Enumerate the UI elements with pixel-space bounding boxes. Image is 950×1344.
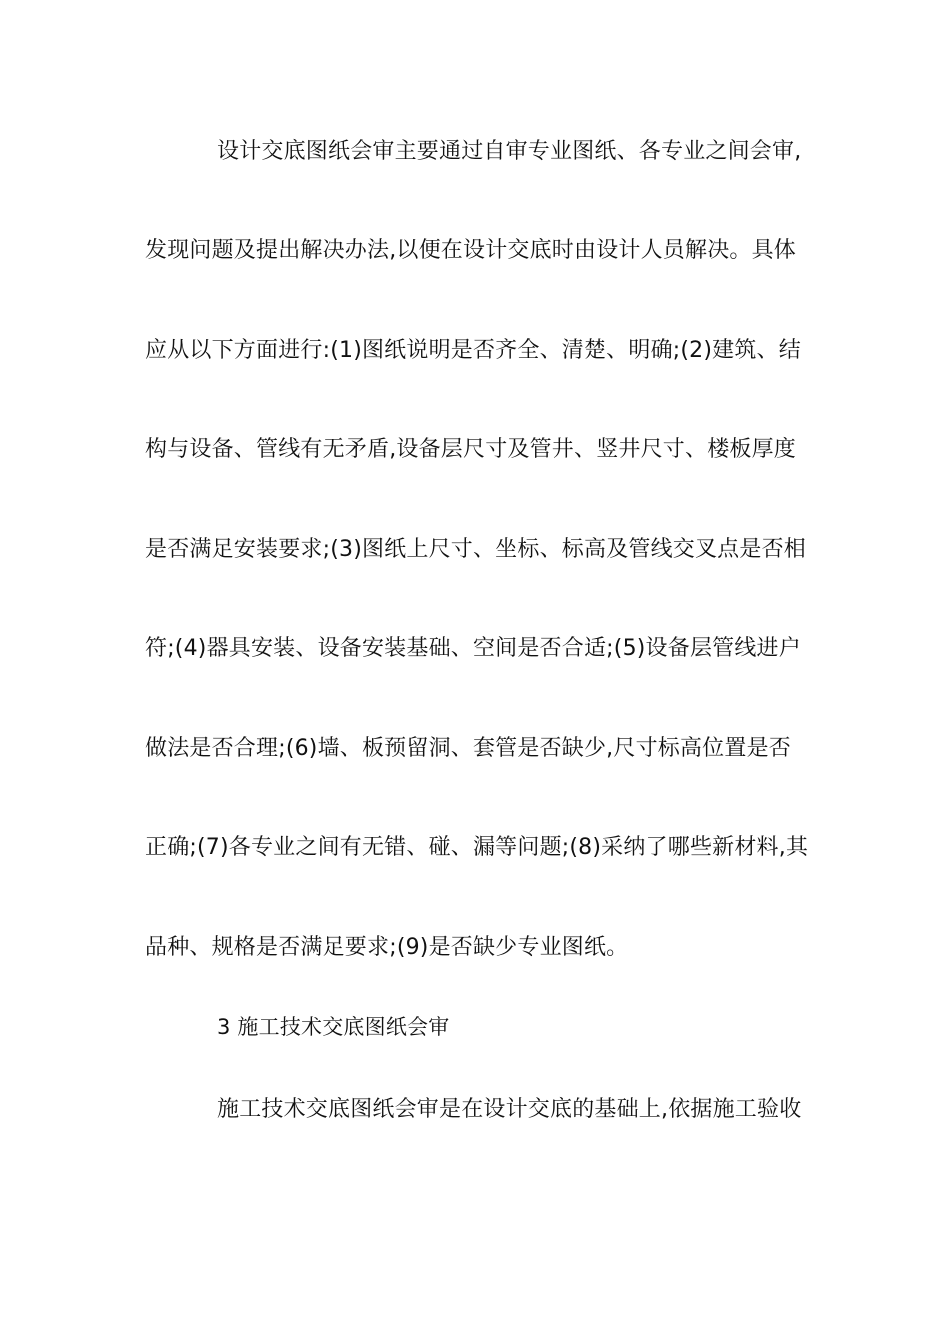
paragraph-1-line-6: 符;(4)器具安装、设备安装基础、空间是否合适;(5)设备层管线进户 xyxy=(145,636,801,661)
paragraph-1-line-3: 应从以下方面进行:(1)图纸说明是否齐全、清楚、明确;(2)建筑、结 xyxy=(145,338,801,363)
section-heading: 3 施工技术交底图纸会审 xyxy=(217,1015,450,1039)
paragraph-1-line-4: 构与设备、管线有无矛盾,设备层尺寸及管井、竖井尺寸、楼板厚度 xyxy=(145,437,796,462)
paragraph-1-line-2: 发现问题及提出解决办法,以便在设计交底时由设计人员解决。具体 xyxy=(145,238,796,263)
paragraph-1-line-5: 是否满足安装要求;(3)图纸上尺寸、坐标、标高及管线交叉点是否相 xyxy=(145,537,806,562)
paragraph-2-line-1: 施工技术交底图纸会审是在设计交底的基础上,依据施工验收 xyxy=(217,1097,802,1122)
paragraph-1-line-7: 做法是否合理;(6)墙、板预留洞、套管是否缺少,尺寸标高位置是否 xyxy=(145,736,791,761)
paragraph-1-line-8: 正确;(7)各专业之间有无错、碰、漏等问题;(8)采纳了哪些新材料,其 xyxy=(145,835,809,860)
paragraph-1-line-9: 品种、规格是否满足要求;(9)是否缺少专业图纸。 xyxy=(145,935,629,960)
paragraph-1-line-1: 设计交底图纸会审主要通过自审专业图纸、各专业之间会审, xyxy=(217,139,802,164)
